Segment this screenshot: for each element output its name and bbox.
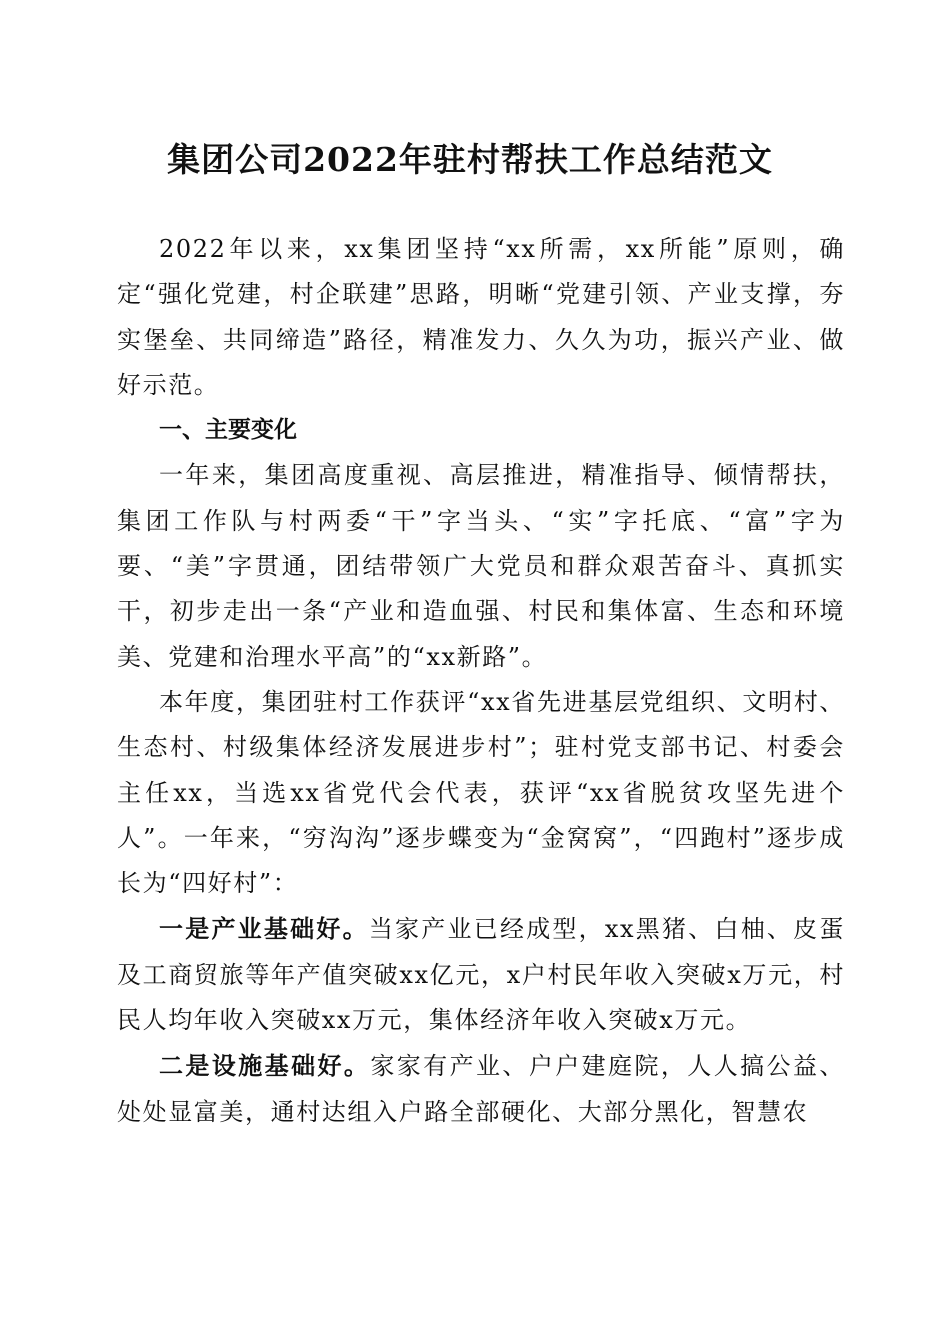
- section-paragraph-2: 本年度，集团驻村工作获评“xx省先进基层党组织、文明村、生态村、村级集体经济发展进步村”；驻村党支部书记、村委会主任xx，当选xx省党代会代表，获评“xx省脱贫攻坚先进个人”。一年来，“穷沟沟”逐步蝶变为“金窝窝”，“四跑村”逐步成长为“四好村”：: [117, 687, 845, 898]
- document-title: 集团公司2022年驻村帮扶工作总结范文: [167, 140, 773, 179]
- point-text-facilities: 家家有产业、户户建庭院，人人搞公益、处处显富美，通村达组入户路全部硬化、大部分黑化，智慧农: [117, 1052, 845, 1126]
- point-paragraph-facilities: [117, 1043, 845, 1135]
- document-body: [117, 227, 845, 1135]
- section-paragraph-1: 一年来，集团高度重视、高层推进，精准指导、倾情帮扶，集团工作队与村两委“干”字当头、“实”字托底、“富”字为要、“美”字贯通，团结带领广大党员和群众艰苦奋斗、真抓实干，初步走出一条“产业和造血强、村民和集体富、生态和环境美、党建和治理水平高”的“xx新路”。: [117, 461, 845, 671]
- intro-paragraph: 2022年以来，xx集团坚持“xx所需，xx所能”原则，确定“强化党建，村企联建”思路，明晰“党建引领、产业支撑，夯实堡垒、共同缔造”路径，精准发力、久久为功，振兴产业、做好示范。: [117, 235, 845, 399]
- point-text-industry: 当家产业已经成型，xx黑猪、白柚、皮蛋及工商贸旅等年产值突破xx亿元，x户村民年收入突破x万元，村民人均年收入突破xx万元，集体经济年收入突破x万元。: [117, 915, 845, 1035]
- point-lead-industry: 一是产业基础好。: [159, 914, 369, 944]
- point-lead-facilities: 二是设施基础好。: [159, 1051, 371, 1081]
- section-heading-main-changes: 一、主要变化: [159, 417, 297, 444]
- point-paragraph-industry: [117, 906, 845, 1043]
